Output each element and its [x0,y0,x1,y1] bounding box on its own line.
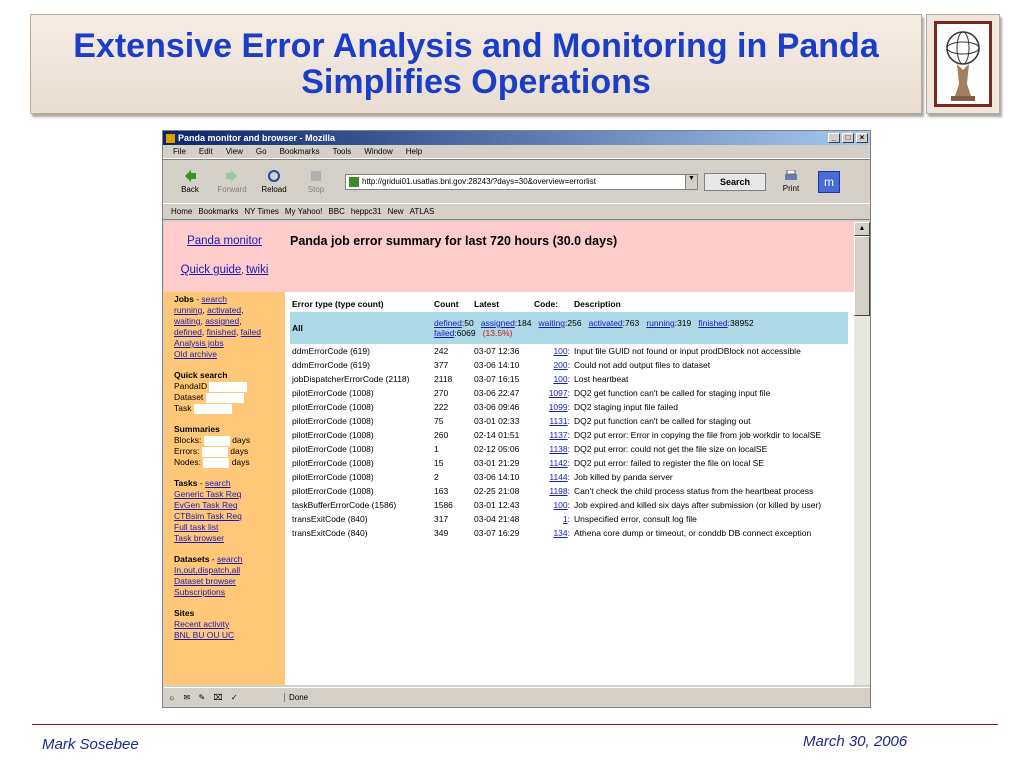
all-summary: defined:50 assigned:184 waiting:256 activated:763 running:319 finished:38952 failed:6069 (13.5%) [432,312,848,344]
code-cell: 1198: [549,486,570,496]
latest-cell: 03-07 16:29 [474,528,520,538]
latest-cell: 03-06 09:46 [474,402,520,412]
count-cell: 270 [434,388,449,398]
url-dropdown-icon[interactable]: ▼ [685,175,697,189]
waiting-link[interactable]: waiting [174,316,201,326]
nodes-label: Nodes: [174,457,201,467]
code-cell: 1138: [549,444,570,454]
defined-link[interactable]: defined [174,327,202,337]
description-cell: Input file GUID not found or input prodDBlock not accessible [574,346,801,356]
menu-tools[interactable]: Tools [332,147,352,156]
status-bar [164,687,870,707]
count-cell: 1586 [434,500,453,510]
latest-cell: 02-12 05:06 [474,444,520,454]
summary-waiting-value: 256 [567,318,582,328]
reload-icon [267,169,281,183]
back-label: Back [181,185,199,194]
generic-task-link[interactable]: Generic Task Req [174,489,242,499]
blocks-days-input[interactable] [204,436,230,446]
panda-sidebar: Panda monitor Quick guide, twiki Jobs - search running, activated, waiting, assigned, defined, finished, failed Analysis jobs Old archive Quick search PandaID Dataset Task Summaries Blocks: days Errors: days Nodes: days Tasks - search Generic Task Req EvGen Task Req CTBsim Task Req Full task list Task browser Datasets - search In,out,dispatch,all Dataset browser Subscriptions Sites Recent activity BNL BU OU UC [164,222,285,685]
quick-search-heading: Quick search [174,370,228,380]
summary-failed-value: 6069 [456,328,476,338]
sites-heading: Sites [174,608,195,618]
blocks-days-label: days [232,435,251,445]
latest-cell: 03-01 12:43 [474,500,520,510]
col-description: Description [574,298,621,309]
title-box [30,14,922,114]
pandaid-input[interactable] [209,382,247,392]
latest-cell: 03-07 12:36 [474,346,520,356]
blocks-label: Blocks: [174,435,202,445]
summary-activated-value: 763 [625,318,640,328]
menu-bookmarks[interactable]: Bookmarks [279,147,320,156]
error-code-link[interactable]: 1144 [549,472,568,482]
forward-arrow-icon [225,169,239,183]
code-cell: 100: [553,346,570,356]
error-code-link[interactable]: 1138 [549,444,568,454]
summary-failed-link[interactable]: failed [434,328,455,338]
vertical-scrollbar[interactable] [854,222,870,685]
footer-date: March 30, 2006 [803,733,908,750]
code-cell: 1131: [549,416,570,426]
table-row [290,428,848,442]
bookmark-nytimes[interactable]: NY Times [244,207,279,216]
footer-author: Mark Sosebee [42,736,139,753]
latest-cell: 03-01 02:33 [474,416,520,426]
code-cell: 1: [562,514,570,524]
tasks-search-link[interactable]: search [205,478,231,488]
pandaid-label: PandaID [174,381,208,391]
summary-running-link[interactable]: running [646,318,675,328]
count-cell: 163 [434,486,449,496]
all-summary-row [290,312,848,344]
latest-cell: 03-07 16:15 [474,374,520,384]
summary-defined-value: 50 [464,318,474,328]
print-button[interactable] [776,170,806,193]
summary-defined-link[interactable]: defined [434,318,462,328]
count-cell: 2 [434,472,439,482]
stop-button[interactable] [295,169,337,194]
summary-waiting-link[interactable]: waiting [538,318,565,328]
error-code-link[interactable]: 1097 [548,388,568,398]
code-cell: 100: [553,374,570,384]
scroll-up-icon[interactable]: ▲ [854,222,870,236]
app-icon [166,134,175,143]
error-summary-table [290,295,848,540]
summary-activated-link[interactable]: activated [588,318,623,328]
description-cell: DQ2 put error: could not get the file size on localSE [574,444,768,454]
description-cell: Unspecified error, consult log file [574,514,697,524]
error-code-link[interactable]: 1131 [549,416,568,426]
error-code-link[interactable]: 200 [553,360,568,370]
error-type-cell: transExitCode (840) [292,528,368,538]
table-row [290,498,848,512]
error-type-cell: jobDispatcherErrorCode (2118) [292,374,410,384]
slide-title: Extensive Error Analysis and Monitoring in Panda Simplifies Operations [73,27,879,101]
count-cell: 242 [434,346,449,356]
error-code-link[interactable]: 100 [553,374,568,384]
navigation-toolbar [163,159,870,204]
twiki-link[interactable]: twiki [246,264,269,276]
count-cell: 377 [434,360,449,370]
bookmark-home[interactable]: Home [171,207,193,216]
table-row [290,344,848,358]
count-cell: 1 [434,444,439,454]
bookmark-bbc[interactable]: BBC [328,207,345,216]
error-type-cell: pilotErrorCode (1008) [292,458,374,468]
error-code-link[interactable]: 1198 [549,486,568,496]
nodes-days-input[interactable] [203,458,229,468]
page-icon [349,177,359,187]
atlas-figure-icon [934,21,992,107]
error-type-cell: ddmErrorCode (619) [292,360,370,370]
code-cell: 100: [553,500,570,510]
description-cell: DQ2 put error: failed to register the file on local SE [574,458,764,468]
code-cell: 1142: [549,458,570,468]
footer-divider [32,724,998,725]
error-type-cell: pilotErrorCode (1008) [292,416,374,426]
subscriptions-link[interactable]: Subscriptions [174,587,226,597]
datasets-search-link[interactable]: search [217,554,243,564]
scroll-thumb[interactable] [854,236,870,316]
error-type-cell: taskBufferErrorCode (1586) [292,500,397,510]
latest-cell: 03-06 14:10 [474,360,520,370]
window-title: Panda monitor and browser - Mozilla [178,133,336,143]
bookmark-heppc31[interactable]: heppc31 [350,207,382,216]
table-row [290,456,848,470]
menubar [163,145,870,159]
print-label: Print [782,184,800,193]
table-header-row [290,295,848,312]
evgen-task-link[interactable]: EvGen Task Req [174,500,238,510]
error-code-link[interactable]: 100 [553,500,568,510]
menu-help[interactable]: Help [405,147,423,156]
error-type-cell: pilotErrorCode (1008) [292,444,374,454]
back-arrow-icon [183,169,197,183]
menu-go[interactable]: Go [255,147,267,156]
summary-assigned-value: 184 [517,318,532,328]
bookmark-new[interactable]: New [387,207,404,216]
table-row [290,470,848,484]
running-link[interactable]: running [174,305,203,315]
page-heading: Panda job error summary for last 720 hours (30.0 days) [285,222,854,292]
finished-link[interactable]: finished [206,327,236,337]
error-type-cell: ddmErrorCode (619) [292,346,370,356]
count-cell: 222 [434,402,449,412]
latest-cell: 02-25 21:08 [474,486,520,496]
table-row [290,512,848,526]
col-code: Code: [534,298,559,309]
ctbsim-task-link[interactable]: CTBsim Task Req [174,511,242,521]
stop-icon [309,169,323,183]
tasks-heading: Tasks [174,478,198,488]
task-input[interactable] [194,404,232,414]
count-cell: 2118 [434,374,453,384]
status-icons: ☼ ✉ ✎ ⌧ ✓ [168,693,241,702]
error-code-link[interactable]: 134 [553,528,568,538]
error-code-link[interactable]: 1 [562,514,568,524]
bookmark-myyahoo[interactable]: My Yahoo! [284,207,323,216]
table-row [290,358,848,372]
search-button[interactable] [704,173,766,191]
latest-cell: 03-01 21:29 [474,458,520,468]
errors-days-label: days [230,446,249,456]
code-cell: 200: [553,360,570,370]
count-cell: 349 [434,528,449,538]
error-code-link[interactable]: 100 [553,346,568,356]
mozilla-throbber-icon[interactable]: m [818,171,840,193]
old-archive-link[interactable]: Old archive [174,349,217,359]
forward-label: Forward [217,185,247,194]
table-row [290,526,848,540]
latest-cell: 03-06 22:47 [474,388,520,398]
reload-label: Reload [261,185,287,194]
task-label: Task [174,403,192,413]
menu-view[interactable]: View [225,147,243,156]
error-code-link[interactable]: 1099 [548,402,568,412]
col-latest: Latest [474,298,500,309]
recent-activity-link[interactable]: Recent activity [174,619,230,629]
code-cell: 1099: [548,402,570,412]
count-cell: 317 [434,514,449,524]
print-icon [784,170,798,182]
search-label: Search [719,176,751,187]
code-cell: 1097: [548,388,570,398]
latest-cell: 03-06 14:10 [474,472,520,482]
summary-finished-value: 38952 [730,318,754,328]
table-row [290,400,848,414]
description-cell: Athena core dump or timeout, or conddb DB connect exception [574,528,812,538]
task-browser-link[interactable]: Task browser [174,533,225,543]
description-cell: Can't check the child process status from the heartbeat process [574,486,814,496]
table-row [290,442,848,456]
close-button[interactable]: × [856,133,868,143]
reload-button[interactable] [253,169,295,194]
status-text: Done [284,693,870,702]
menu-window[interactable]: Window [364,147,393,156]
menu-file[interactable]: File [173,147,186,156]
jobs-search-link[interactable]: search [201,294,227,304]
nodes-days-label: days [231,457,250,467]
table-row [290,372,848,386]
code-cell: 1144: [549,472,570,482]
error-type-cell: pilotErrorCode (1008) [292,430,374,440]
stop-label: Stop [307,185,325,194]
jobs-heading: Jobs [174,294,194,304]
error-type-cell: pilotErrorCode (1008) [292,486,374,496]
bookmark-atlas[interactable]: ATLAS [409,207,435,216]
code-cell: 134: [553,528,570,538]
summary-running-value: 319 [677,318,692,328]
table-row [290,414,848,428]
description-cell: Could not add output files to dataset [574,360,711,370]
latest-cell: 03-04 21:48 [474,514,520,524]
monitor-header: Panda monitor Quick guide, twiki [164,222,285,292]
sites-list-link[interactable]: BNL BU OU UC [174,630,235,640]
errors-days-input[interactable] [202,447,228,457]
error-type-cell: transExitCode (840) [292,514,368,524]
panda-monitor-link[interactable]: Panda monitor [187,235,262,247]
summary-finished-link[interactable]: finished [698,318,728,328]
errors-label: Errors: [174,446,200,456]
activated-link[interactable]: activated [207,305,242,315]
description-cell: Lost heartbeat [574,374,629,384]
url-text: http://gridui01.usatlas.bnl.gov:28243/?days=30&overview=errorlist [362,177,596,186]
table-row [290,386,848,400]
error-type-cell: pilotErrorCode (1008) [292,402,374,412]
description-cell: DQ2 put error: Error in copying the file from job workdir to localSE [574,430,822,440]
bookmarks-toolbar [163,204,870,220]
error-type-cell: pilotErrorCode (1008) [292,472,374,482]
description-cell: DQ2 staging input file failed [574,402,678,412]
datasets-heading: Datasets [174,554,210,564]
description-cell: DQ2 put function can't be called for staging out [574,416,751,426]
description-cell: Job killed by panda server [574,472,673,482]
col-count: Count [434,298,459,309]
assigned-link[interactable]: assigned [205,316,240,326]
error-code-link[interactable]: 1137 [549,430,568,440]
minimize-button[interactable]: _ [828,133,840,143]
count-cell: 15 [434,458,444,468]
latest-cell: 02-14 01:51 [474,430,520,440]
inout-dispatch-link[interactable]: In,out,dispatch,all [174,565,241,575]
description-cell: DQ2 get function can't be called for staging input file [574,388,771,398]
maximize-button[interactable]: □ [842,133,854,143]
back-button[interactable] [169,169,211,194]
code-cell: 1137: [549,430,570,440]
browser-window [162,130,871,708]
bookmark-bookmarks[interactable]: Bookmarks [198,207,239,216]
window-titlebar [163,131,870,145]
summary-failed-percent: (13.5%) [482,328,513,338]
count-cell: 75 [434,416,444,426]
count-cell: 260 [434,430,449,440]
forward-button[interactable] [211,169,253,194]
url-field[interactable] [345,174,698,190]
table-row [290,484,848,498]
col-error-type: Error type (type count) [292,298,384,309]
atlas-logo [926,14,1000,114]
description-cell: Job expired and killed six days after submission (or killed by user) [574,500,822,510]
summary-assigned-link[interactable]: assigned [480,318,515,328]
analysis-jobs-link[interactable]: Analysis jobs [174,338,224,348]
all-label: All [290,312,432,344]
page-content [164,222,854,685]
dataset-label: Dataset [174,392,204,402]
full-task-list-link[interactable]: Full task list [174,522,219,532]
menu-edit[interactable]: Edit [198,147,213,156]
failed-link[interactable]: failed [240,327,261,337]
dataset-input[interactable] [206,393,244,403]
error-type-cell: pilotErrorCode (1008) [292,388,374,398]
quick-guide-link[interactable]: Quick guide [180,264,242,276]
summaries-heading: Summaries [174,424,220,434]
dataset-browser-link[interactable]: Dataset browser [174,576,236,586]
error-code-link[interactable]: 1142 [549,458,568,468]
